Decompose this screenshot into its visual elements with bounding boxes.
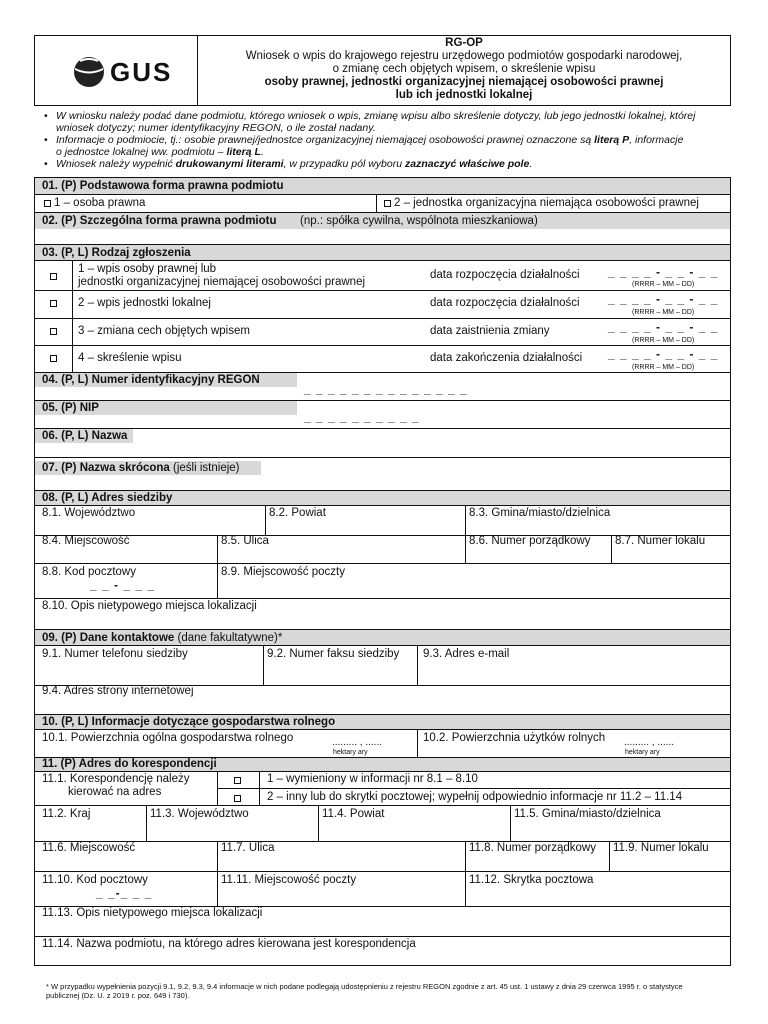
s08-street-label: 8.5. Ulica bbox=[221, 535, 269, 547]
divider bbox=[318, 805, 319, 841]
footnote-line-1: * W przypadku wypełnienia pozycji 9.1, 9.2, 9.3, 9.4 informacje w nich podane podlegają udostępnieniu z rejestru REGON zgodnie z art. 45 ust. 1 ustawy z dnia 29 czerwca 1995 r. o statystyce bbox=[46, 982, 683, 991]
s09-title-row bbox=[42, 632, 282, 645]
title-line-2: o zmianę cech objętych wpisem, o skreślenie wpisu bbox=[332, 63, 596, 75]
s08-district-label: 8.2. Powiat bbox=[269, 507, 326, 519]
instruction-2b-bold: literą L bbox=[226, 146, 261, 158]
instruction-3-bold2: zaznaczyć właściwe pole bbox=[405, 158, 530, 170]
divider bbox=[465, 841, 466, 906]
s11-corr-label-2: kierować na adres bbox=[68, 786, 162, 798]
instruction-1: • W wniosku należy podać dane podmiotu, którego wniosek o wpis, zmianę wpisu albo skreślenie dotyczy, lub jego jednostki lokalnej, której wniosek dotyczy; numer identyfikacyjny REGON, o ile został nadany. bbox=[44, 110, 696, 134]
instruction-1a: W wniosku należy podać dane podmiotu, którego wniosek o wpis, zmianę wpisu albo skreślenie dotyczy, lub jego jednostki lokalnej, której bbox=[56, 110, 696, 122]
s08-voivodeship-label: 8.1. Województwo bbox=[42, 507, 136, 519]
s03-opt4-label: 4 – skreślenie wpisu bbox=[78, 352, 182, 364]
s11-post-town-label: 11.11. Miejscowość poczty bbox=[221, 874, 357, 886]
divider bbox=[34, 729, 731, 730]
s03-opt1-date-hint: (RRRR – MM – DD) bbox=[632, 281, 695, 288]
instruction-1b: wniosek dotyczy; numer identyfikacyjny REGON, o ile został nadany. bbox=[56, 122, 376, 134]
s08-number-label: 8.6. Numer porządkowy bbox=[469, 535, 591, 547]
s10-total-area-label: 10.1. Powierzchnia ogólna gospodarstwa rolnego bbox=[42, 732, 294, 744]
instruction-2a-post: , informacje bbox=[629, 134, 684, 146]
s03-opt3-label: 3 – zmiana cech objętych wpisem bbox=[78, 325, 250, 337]
divider bbox=[217, 535, 218, 598]
divider bbox=[34, 598, 731, 599]
divider bbox=[146, 805, 147, 841]
s11-locality-label: 11.6. Miejscowość bbox=[42, 842, 136, 854]
instruction-3-mid: , w przypadku pól wyboru bbox=[283, 158, 403, 170]
s08-post-town-label: 8.9. Miejscowość poczty bbox=[221, 566, 345, 578]
s11-street-label: 11.7. Ulica bbox=[221, 842, 275, 854]
divider bbox=[609, 841, 610, 871]
s03-opt1-date-input[interactable]: _ _ _ _ - _ _ - _ _ bbox=[608, 265, 719, 279]
divider bbox=[417, 729, 418, 757]
s07-title-row bbox=[42, 462, 240, 475]
s07-title: 07. (P) Nazwa skrócona bbox=[42, 462, 170, 474]
s03-opt4-date-input[interactable]: _ _ _ _ - _ _ - _ _ bbox=[608, 347, 719, 361]
s11-district-label: 11.4. Powiat bbox=[322, 808, 385, 820]
divider bbox=[34, 871, 731, 872]
divider bbox=[217, 841, 218, 906]
divider bbox=[34, 457, 731, 458]
divider bbox=[34, 505, 731, 506]
s03-opt4-date-hint: (RRRR – MM – DD) bbox=[632, 364, 695, 371]
s03-opt3-date-input[interactable]: _ _ _ _ - _ _ - _ _ bbox=[608, 320, 719, 334]
divider bbox=[34, 260, 731, 261]
s03-opt1-label-1: 1 – wpis osoby prawnej lub bbox=[78, 263, 217, 275]
divider bbox=[34, 645, 731, 646]
instruction-2a: Informacje o podmiocie, tj.: osobie prawnej/jednostce organizacyjnej niemającej osobowości prawnej oznaczone są bbox=[56, 134, 592, 146]
footnote-line-2: publicznej (Dz. U. z 2019 r. poz. 649 i 730). bbox=[46, 991, 190, 1000]
s03-title: 03. (P, L) Rodzaj zgłoszenia bbox=[42, 247, 191, 259]
s11-number-label: 11.8. Numer porządkowy bbox=[469, 842, 596, 854]
instruction-3: • Wniosek należy wypełnić drukowanymi literami, w przypadku pól wyboru zaznaczyć właściwe pole. bbox=[44, 158, 533, 170]
s10-total-area-units: hektary ary bbox=[333, 749, 368, 756]
s03-opt2-date-label: data rozpoczęcia działalności bbox=[430, 297, 580, 309]
gus-logo bbox=[72, 55, 202, 89]
s01-opt1-checkbox[interactable] bbox=[44, 200, 51, 207]
s10-title: 10. (P, L) Informacje dotyczące gospodarstwa rolnego bbox=[42, 716, 336, 728]
divider bbox=[34, 805, 731, 806]
s08-postal-code-input[interactable]: _ _ - _ _ _ bbox=[90, 578, 156, 592]
s03-opt3-checkbox[interactable] bbox=[50, 328, 57, 335]
divider bbox=[72, 260, 73, 372]
s10-agri-area-units: hektary ary bbox=[625, 749, 660, 756]
s03-opt3-date-hint: (RRRR – MM – DD) bbox=[632, 337, 695, 344]
s03-opt2-date-input[interactable]: _ _ _ _ - _ _ - _ _ bbox=[608, 292, 719, 306]
divider bbox=[611, 535, 612, 563]
s03-opt4-date-label: data zakończenia działalności bbox=[430, 352, 583, 364]
instruction-3-bold1: drukowanymi literami bbox=[175, 158, 284, 170]
s03-opt4-checkbox[interactable] bbox=[50, 355, 57, 362]
s11-voivodeship-label: 11.3. Województwo bbox=[150, 808, 249, 820]
divider bbox=[34, 345, 731, 346]
s08-locality-label: 8.4. Miejscowość bbox=[42, 535, 130, 547]
s11-opt2-checkbox[interactable] bbox=[234, 795, 241, 802]
s07-hint: (jeśli istnieje) bbox=[173, 462, 240, 474]
divider bbox=[34, 771, 731, 772]
s04-title: 04. (P, L) Numer identyfikacyjny REGON bbox=[42, 374, 260, 386]
s05-nip-input[interactable]: _ _ _ _ _ _ _ _ _ _ bbox=[304, 410, 420, 424]
divider bbox=[34, 428, 731, 429]
s09-email-label: 9.3. Adres e-mail bbox=[423, 648, 510, 660]
title-line-1: Wniosek o wpis do krajowego rejestru urzędowego podmiotów gospodarki narodowej, bbox=[245, 50, 683, 62]
s04-regon-input[interactable]: _ _ _ _ _ _ _ _ _ _ _ _ _ _ bbox=[304, 382, 468, 396]
s11-po-box-label: 11.12. Skrytka pocztowa bbox=[469, 874, 594, 886]
s01-title: 01. (P) Podstawowa forma prawna podmiotu bbox=[42, 180, 284, 192]
s02-title: 02. (P) Szczególna forma prawna podmiotu bbox=[42, 215, 277, 227]
s03-opt1-checkbox[interactable] bbox=[50, 273, 57, 280]
s11-title: 11. (P) Adres do korespondencji bbox=[42, 758, 217, 770]
divider bbox=[376, 194, 377, 212]
instruction-2: • Informacje o podmiocie, tj.: osobie prawnej/jednostce organizacyjnej niemającej osobowości prawnej oznaczone są literą P, informacje o jednostce lokalnej ww. podmiotu – literą L. bbox=[44, 134, 684, 158]
s11-apartment-label: 11.9. Numer lokalu bbox=[613, 842, 709, 854]
s02-input[interactable] bbox=[35, 229, 730, 244]
divider bbox=[34, 563, 731, 564]
instruction-2b-post: . bbox=[260, 146, 264, 158]
s10-total-area-input[interactable]: ......... , ...... bbox=[332, 737, 383, 748]
title-line-3: osoby prawnej, jednostki organizacyjnej niemającej osobowości prawnej bbox=[264, 76, 664, 88]
s08-apartment-label: 8.7. Numer lokalu bbox=[615, 535, 706, 547]
s11-opt1-label: 1 – wymieniony w informacji nr 8.1 – 8.10 bbox=[267, 773, 478, 785]
instruction-2b: o jednostce lokalnej ww. podmiotu – bbox=[56, 146, 224, 158]
s03-opt1-label-2: jednostki organizacyjnej niemającej osobowości prawnej bbox=[78, 276, 366, 288]
divider bbox=[34, 936, 731, 937]
divider bbox=[465, 505, 466, 563]
s02-hint: (np.: spółka cywilna, wspólnota mieszkaniowa) bbox=[300, 215, 538, 227]
divider bbox=[217, 788, 731, 789]
s08-postal-code-label: 8.8. Kod pocztowy bbox=[42, 566, 136, 578]
instruction-2a-bold: literą P bbox=[594, 134, 630, 146]
s11-postal-code-input[interactable]: _ _-_ _ _ bbox=[96, 886, 153, 900]
divider bbox=[265, 505, 266, 535]
s01-opt1-label: 1 – osoba prawna bbox=[54, 197, 146, 209]
divider bbox=[510, 805, 511, 841]
divider bbox=[34, 318, 731, 319]
instruction-3a: Wniosek należy wypełnić bbox=[56, 158, 173, 170]
divider bbox=[34, 290, 731, 291]
s08-title: 08. (P, L) Adres siedziby bbox=[42, 492, 173, 504]
s03-opt2-date-hint: (RRRR – MM – DD) bbox=[632, 309, 695, 316]
s01-opt2-checkbox[interactable] bbox=[384, 200, 391, 207]
s10-agri-area-label: 10.2. Powierzchnia użytków rolnych bbox=[423, 732, 606, 744]
s03-opt1-date-label: data rozpoczęcia działalności bbox=[430, 269, 580, 281]
s11-opt1-checkbox[interactable] bbox=[234, 777, 241, 784]
s09-phone-label: 9.1. Numer telefonu siedziby bbox=[42, 648, 188, 660]
form-code: RG-OP bbox=[445, 37, 483, 49]
s01-opt2-label: 2 – jednostka organizacyjna niemająca osobowości prawnej bbox=[394, 197, 699, 209]
divider bbox=[34, 194, 731, 195]
instructions bbox=[44, 110, 734, 170]
s06-title: 06. (P, L) Nazwa bbox=[42, 430, 128, 442]
s11-country-label: 11.2. Kraj bbox=[42, 808, 91, 820]
instruction-3-post: . bbox=[529, 158, 533, 170]
s11-corr-label-1: 11.1. Korespondencję należy bbox=[42, 773, 190, 785]
s06-name-input[interactable] bbox=[35, 443, 730, 457]
divider bbox=[263, 645, 264, 685]
s11-opt2-label: 2 – inny lub do skrytki pocztowej; wypełnij odpowiednio informacje nr 11.2 – 11.14 bbox=[267, 791, 683, 803]
s09-website-label: 9.4. Adres strony internetowej bbox=[42, 685, 194, 697]
s09-title: 09. (P) Dane kontaktowe bbox=[42, 632, 175, 644]
s07-short-name-input[interactable] bbox=[35, 476, 730, 490]
s11-location-desc-label: 11.13. Opis nietypowego miejsca lokalizacji bbox=[42, 907, 263, 919]
s08-municipality-label: 8.3. Gmina/miasto/dzielnica bbox=[469, 507, 611, 519]
s05-title: 05. (P) NIP bbox=[42, 402, 99, 414]
s11-municipality-label: 11.5. Gmina/miasto/dzielnica bbox=[514, 808, 661, 820]
s11-postal-code-label: 11.10. Kod pocztowy bbox=[42, 874, 148, 886]
s09-fax-label: 9.2. Numer faksu siedziby bbox=[267, 648, 400, 660]
divider bbox=[417, 645, 418, 685]
s03-opt3-date-label: data zaistnienia zmiany bbox=[430, 325, 550, 337]
s08-location-desc-label: 8.10. Opis nietypowego miejsca lokalizacji bbox=[42, 600, 257, 612]
s03-opt2-checkbox[interactable] bbox=[50, 300, 57, 307]
s03-opt2-label: 2 – wpis jednostki lokalnej bbox=[78, 297, 211, 309]
title-line-4: lub ich jednostki lokalnej bbox=[395, 89, 533, 101]
logo-text: GUS bbox=[110, 57, 173, 87]
s10-agri-area-input[interactable]: ......... , ...... bbox=[624, 737, 675, 748]
gus-logo-icon bbox=[72, 55, 106, 89]
s09-hint: (dane fakultatywne)* bbox=[177, 632, 283, 644]
s11-recipient-label: 11.14. Nazwa podmiotu, na którego adres kierowana jest korespondencja bbox=[42, 938, 416, 950]
